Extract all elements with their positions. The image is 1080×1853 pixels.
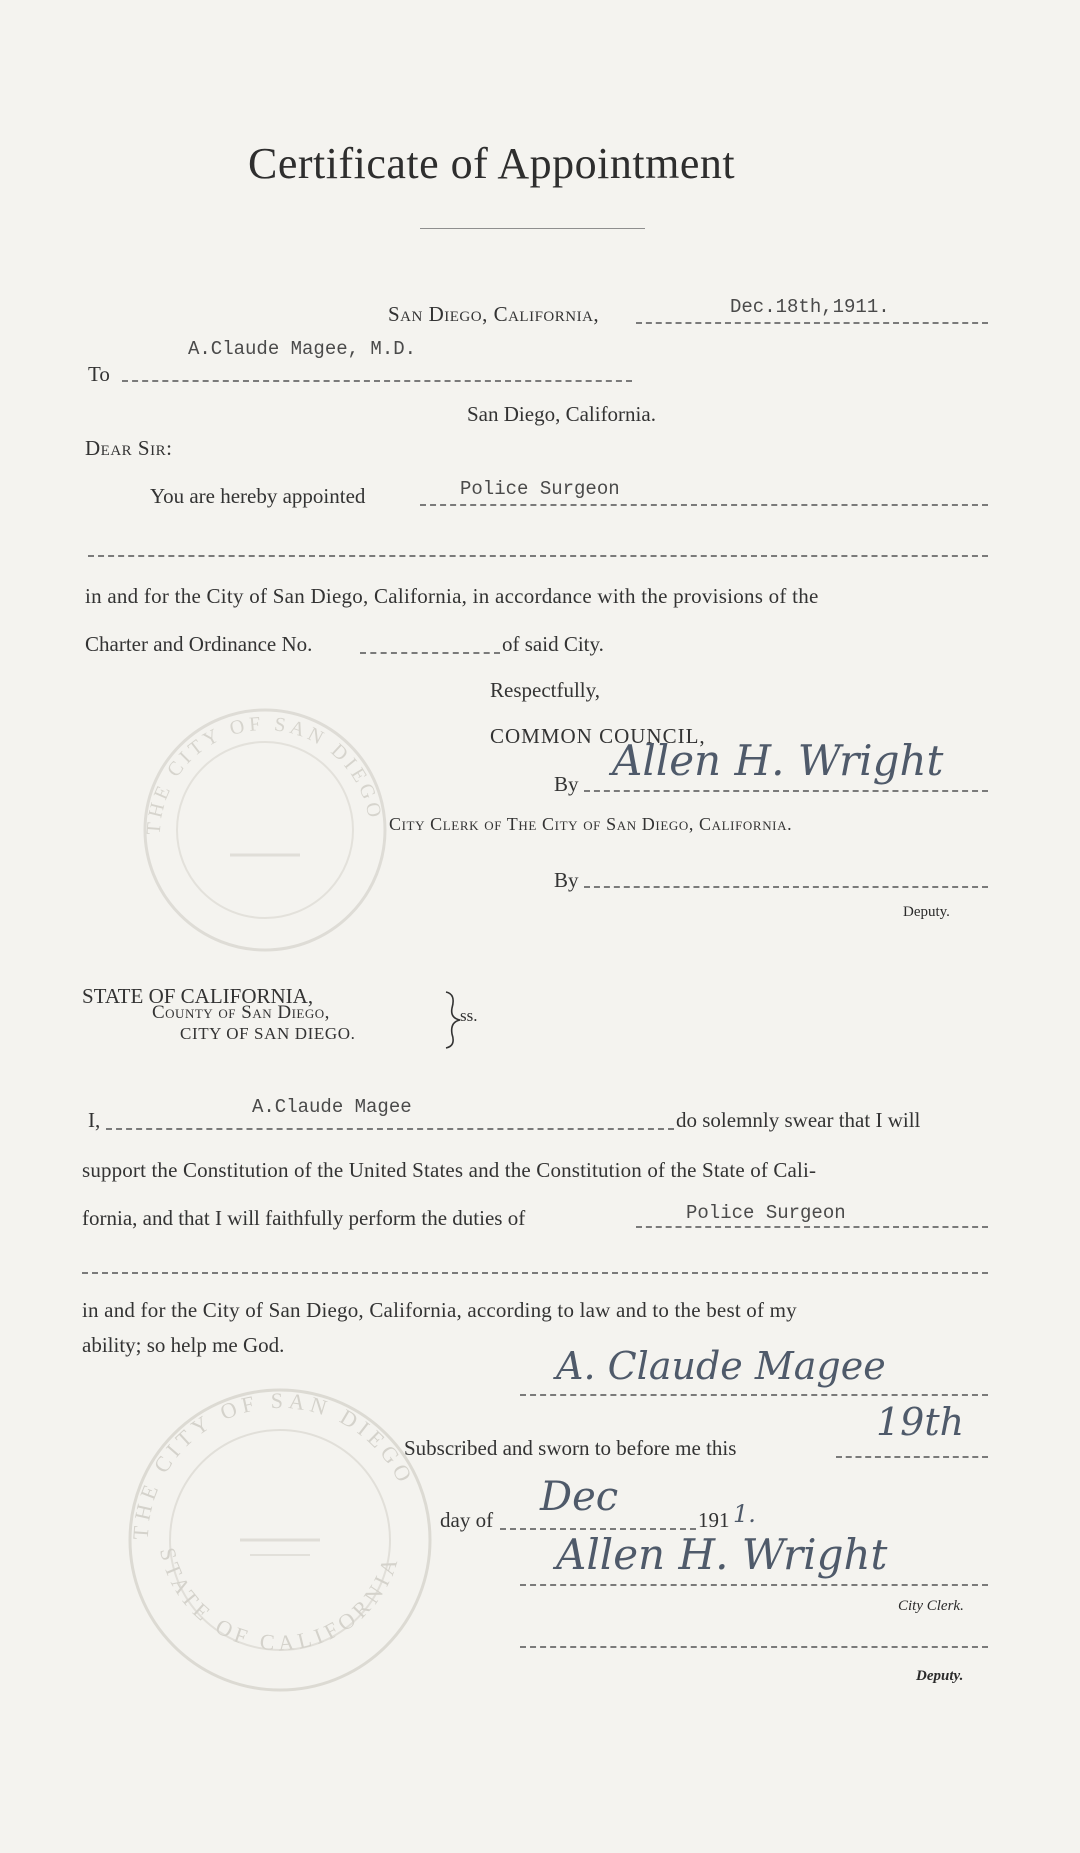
to-line <box>122 380 632 382</box>
title-rule <box>420 228 645 229</box>
jurat-subscribed: Subscribed and sworn to before me this <box>404 1436 737 1460</box>
appointment-line3-pre: Charter and Ordinance No. <box>85 632 313 656</box>
venue-ss: ss. <box>460 1006 478 1025</box>
date-line <box>636 322 988 324</box>
oath-line5: ability; so help me God. <box>82 1333 285 1357</box>
date-value: Dec.18th,1911. <box>730 296 890 318</box>
clerk-signature-line <box>584 790 988 792</box>
jurat-year: 1. <box>733 1500 756 1528</box>
city-seal-upper <box>120 700 410 960</box>
svg-text:THE CITY OF SAN DIEGO <box>143 713 387 836</box>
oath-office: Police Surgeon <box>686 1202 846 1224</box>
seal-text-top-2: THE CITY OF SAN DIEGO <box>127 1387 420 1541</box>
clerk-signature-2: Allen H. Wright <box>556 1530 888 1579</box>
clerk-title: City Clerk of The City of San Diego, California. <box>389 814 793 834</box>
seal-text-bottom-2: STATE OF CALIFORNIA <box>154 1544 404 1656</box>
common-council: COMMON COUNCIL, <box>490 724 706 748</box>
venue-city: CITY OF SAN DIEGO. <box>180 1024 356 1043</box>
place-label: San Diego, California, <box>388 302 600 326</box>
jurat-day-line <box>836 1456 988 1458</box>
appointee-signature: A. Claude Magee <box>556 1344 886 1388</box>
appointee-signature-line <box>520 1394 988 1396</box>
appointment-line3-post: of said City. <box>502 632 604 656</box>
oath-line3-pre: fornia, and that I will faithfully perform the duties of <box>82 1206 526 1230</box>
jurat-month: Dec <box>540 1474 619 1520</box>
to-label: To <box>88 362 110 386</box>
oath-i: I, <box>88 1108 101 1132</box>
oath-line4: in and for the City of San Diego, California, according to law and to the best of my <box>82 1298 797 1322</box>
venue-county: County of San Diego, <box>152 1002 330 1023</box>
by-label: By <box>554 772 579 796</box>
addressee-name: A.Claude Magee, M.D. <box>188 338 417 360</box>
ordinance-line <box>360 652 500 654</box>
appointment-office-line <box>420 504 988 506</box>
oath-line2: support the Constitution of the United States and the Constitution of the State of Cali- <box>82 1158 817 1182</box>
deputy-label: Deputy. <box>903 904 950 920</box>
jurat-deputy-line <box>520 1646 988 1648</box>
appointment-office: Police Surgeon <box>460 478 620 500</box>
page-title: Certificate of Appointment <box>248 139 736 188</box>
clerk-signature: Allen H. Wright <box>612 736 944 785</box>
salutation: Dear Sir: <box>85 436 173 460</box>
oath-office-line <box>636 1226 988 1228</box>
jurat-year-prefix: 191 <box>698 1508 730 1532</box>
appointment-lead: You are hereby appointed <box>150 484 366 508</box>
city-seal-lower <box>120 1380 440 1700</box>
jurat-deputy-label: Deputy. <box>916 1668 964 1684</box>
city-clerk-line <box>520 1584 988 1586</box>
respectfully: Respectfully, <box>490 678 601 702</box>
oath-blank-line <box>82 1272 988 1274</box>
jurat-day-of: day of <box>440 1508 494 1532</box>
jurat-day: 19th <box>876 1400 965 1444</box>
oath-name-line <box>106 1128 674 1130</box>
addressee-city: San Diego, California. <box>467 402 656 426</box>
venue-state: STATE OF CALIFORNIA, <box>82 984 314 1008</box>
seal-text-top: THE CITY OF SAN DIEGO <box>142 712 387 836</box>
appointment-line2: in and for the City of San Diego, California, in accordance with the provisions of the <box>85 584 819 608</box>
deputy-line <box>584 886 988 888</box>
oath-line1-post: do solemnly swear that I will <box>676 1108 921 1132</box>
by-label-2: By <box>554 868 579 892</box>
oath-name: A.Claude Magee <box>252 1096 412 1118</box>
svg-text:STATE OF CALIFORNIA <box>155 1545 404 1655</box>
city-clerk-label: City Clerk. <box>898 1598 964 1614</box>
appointment-blank-line <box>88 555 988 557</box>
